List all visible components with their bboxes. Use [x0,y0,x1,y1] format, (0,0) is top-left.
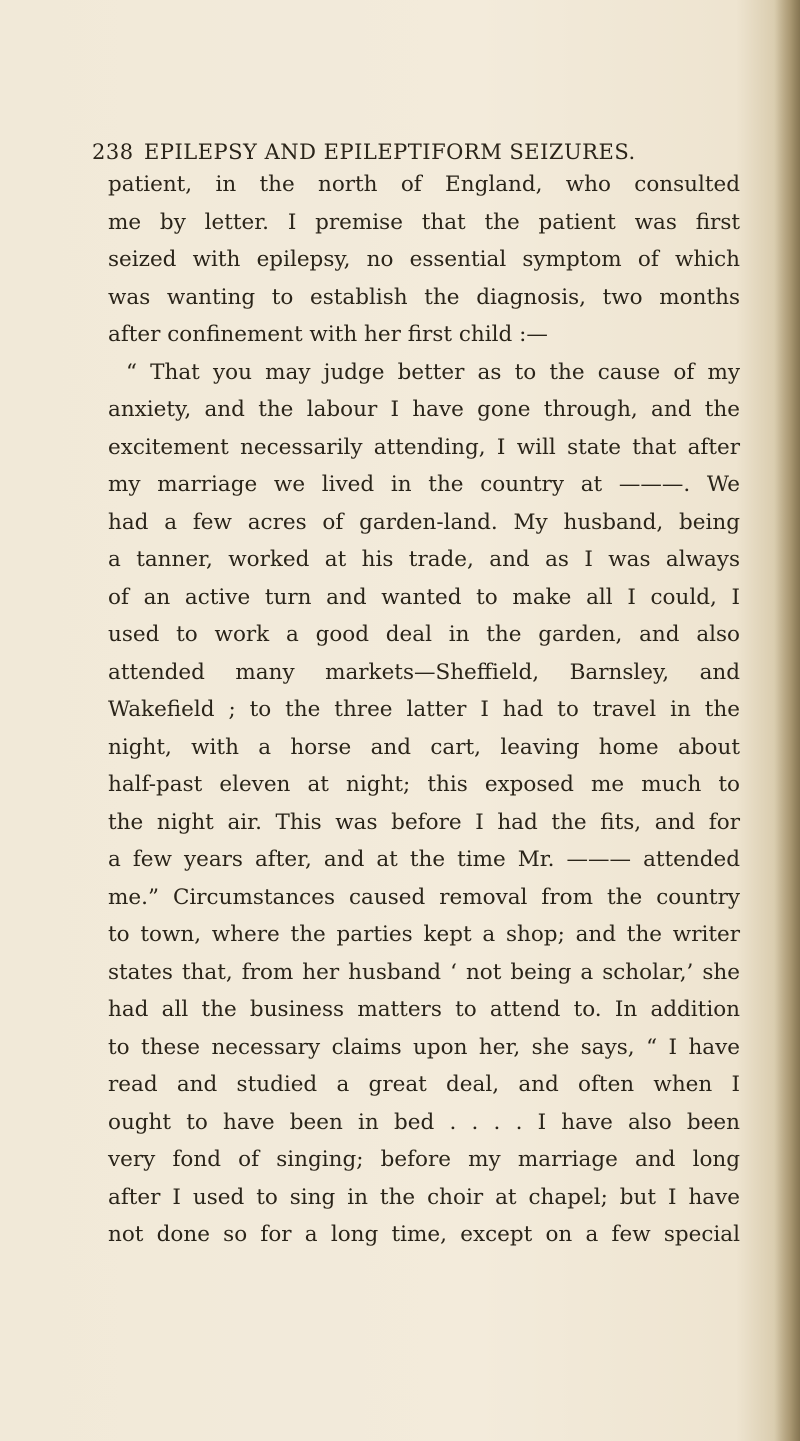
text-line: to town, where the parties kept a shop; and the writer [108,922,740,947]
text-line: excitement necessarily attending, I will state that after [108,434,740,460]
text-line: had all the business matters to attend to. In addition [108,997,740,1022]
text-line: not done so for a long time, except on a few special [108,1222,740,1247]
text-line: anxiety, and the labour I have gone through, and the [108,397,740,422]
text-line: was wanting to establish the diagnosis, two months [108,284,740,310]
text-line: me.” Circumstances caused removal from the country [108,884,740,910]
text-line: read and studied a great deal, and often when I [108,1072,740,1097]
text-line: had a few acres of garden-land. My husband, being [108,509,740,535]
page-number: 238 [92,140,134,164]
text-line: after I used to sing in the choir at chapel; but I have [108,1184,740,1210]
page-edge-shadow [774,0,800,1441]
text-line: my marriage we lived in the country at ———. We [108,472,740,497]
text-line: “ That you may judge better as to the cause of my [126,359,740,385]
running-title: EPILEPSY AND EPILEPTIFORM SEIZURES. [144,140,636,164]
text-line: of an active turn and wanted to make all I could, I [108,584,740,610]
text-line: half-past eleven at night; this exposed me much to [108,772,740,797]
text-line: used to work a good deal in the garden, and also [108,622,740,647]
text-line: a few years after, and at the time Mr. ——— attended [108,847,740,872]
body-text [108,166,740,1254]
text-line: a tanner, worked at his trade, and as I was always [108,547,740,572]
text-line: states that, from her husband ‘ not being a scholar,’ she [108,959,740,985]
text-line: attended many markets—Sheffield, Barnsley, and [108,659,740,685]
text-line: me by letter. I premise that the patient was first [108,209,740,235]
text-line: Wakefield ; to the three latter I had to travel in the [108,697,740,722]
text-line: night, with a horse and cart, leaving home about [108,734,740,760]
text-line: to these necessary claims upon her, she says, “ I have [108,1034,740,1060]
text-line: seized with epilepsy, no essential symptom of which [108,247,740,272]
text-line: the night air. This was before I had the fits, and for [108,809,740,835]
text-line: ought to have been in bed . . . . I have also been [108,1109,740,1135]
text-line: after confinement with her first child :— [108,322,548,347]
text-line: patient, in the north of England, who consulted [108,172,740,197]
text-line: very fond of singing; before my marriage and long [108,1147,740,1172]
